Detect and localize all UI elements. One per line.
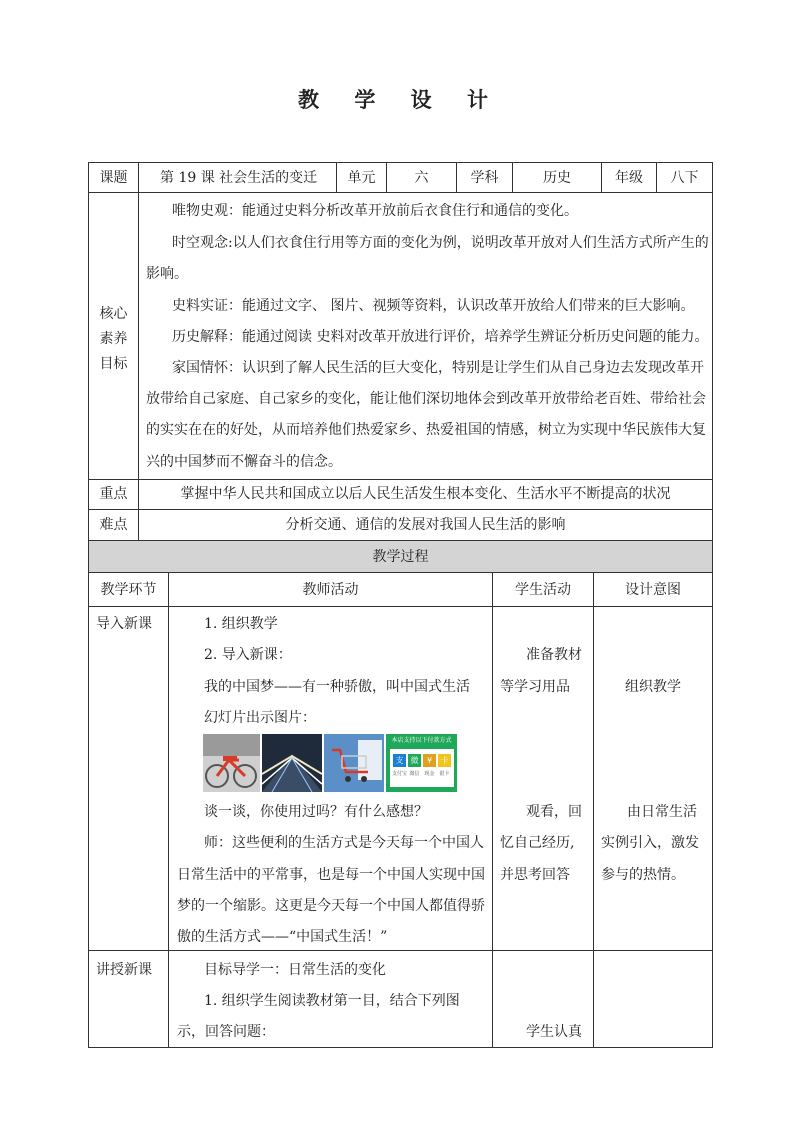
- lecture-stage: 讲授新课: [96, 962, 152, 978]
- difficulty-label: 难点: [99, 517, 128, 533]
- goals-label-1: 核心: [99, 306, 128, 322]
- intro-intent-cell: [593, 606, 713, 951]
- highspeed-rail-image: [262, 734, 322, 792]
- header-student: 学生活动: [515, 582, 571, 598]
- wechat-pay-icon: 微: [408, 754, 421, 767]
- document-title: 教 学 设 计: [298, 87, 502, 112]
- difficulty-text: 分析交通、通信的发展对我国人民生活的影响: [285, 517, 566, 533]
- cash-icon: ¥: [423, 754, 436, 767]
- pay-label: 银卡: [439, 771, 450, 777]
- grade-label: 年级: [615, 170, 643, 186]
- intro-student-line: 等学习用品: [500, 679, 570, 695]
- goals-label-2: 素养: [99, 331, 128, 347]
- intro-stage: 导入新课: [96, 616, 152, 632]
- intro-student-line: 观看，回: [526, 804, 582, 820]
- payment-banner: 本店支持以下付款方式: [391, 737, 452, 744]
- alipay-icon: 支: [393, 754, 406, 767]
- lecture-teacher-line: 1. 组织学生阅读教材第一目，结合下列图: [204, 993, 460, 1009]
- goal-line: 影响。: [146, 266, 188, 282]
- pay-label: 支付宝: [391, 771, 407, 777]
- key-point-label: 重点: [99, 486, 128, 502]
- process-heading: 教学过程: [372, 549, 429, 565]
- intro-intent-line: 由日常生活: [627, 804, 697, 820]
- header-intent: 设计意图: [625, 582, 681, 598]
- topic-value: 第 19 课 社会生活的变迁: [160, 170, 318, 186]
- intro-teacher-line: 2. 导入新课：: [204, 647, 292, 663]
- goal-line: 兴的中国梦而不懈奋斗的信念。: [146, 454, 342, 470]
- goal-line: 唯物史观：能通过史料分析改革开放前后衣食住行和通信的变化。: [172, 203, 578, 219]
- intro-intent-line: 参与的热情。: [601, 867, 685, 883]
- intro-intent-line: 实例引入，激发: [601, 835, 699, 851]
- lecture-intent-cell: [593, 950, 713, 1048]
- goals-label-3: 目标: [99, 356, 128, 372]
- intro-teacher-line: 师：这些便利的生活方式是今天每一个中国人: [204, 835, 484, 851]
- pay-label: 现金: [424, 771, 435, 777]
- header-stage: 教学环节: [100, 582, 157, 598]
- intro-teacher-line: 谈一谈，你使用过吗？有什么感想？: [204, 804, 428, 820]
- online-shopping-image: [324, 734, 384, 792]
- intro-teacher-line: 我的中国梦——有一种骄傲，叫中国式生活: [204, 679, 470, 695]
- unit-value: 六: [414, 170, 429, 186]
- payment-methods-image: [386, 734, 457, 792]
- unit-label: 单元: [347, 170, 376, 186]
- goal-line: 时空观念:以人们衣食住行用等方面的变化为例，说明改革开放对人们生活方式所产生的: [172, 235, 709, 251]
- goal-line: 放带给自己家庭、自己家乡的变化，能让他们深切地体会到改革开放带给老百姓、带给社会: [146, 391, 706, 407]
- goal-line: 史料实证：能通过文字、 图片、视频等资料，认识改革开放给人们带来的巨大影响。: [172, 298, 695, 314]
- lecture-teacher-line: 目标导学一：日常生活的变化: [204, 962, 386, 978]
- intro-teacher-line: 梦的一个缩影。这更是今天每一个中国人都值得骄: [177, 898, 485, 914]
- intro-student-line: 并思考回答: [500, 867, 570, 883]
- header-teacher: 教师活动: [302, 582, 359, 598]
- intro-teacher-line: 幻灯片出示图片：: [204, 710, 316, 726]
- goal-line: 历史解释：能通过阅读 史料对改革开放进行评价，培养学生辨证分析历史问题的能力。: [172, 329, 709, 345]
- intro-intent-line: 组织教学: [625, 679, 681, 695]
- key-point-text: 掌握中华人民共和国成立以后人民生活发生根本变化、生活水平不断提高的状况: [180, 486, 671, 502]
- intro-teacher-line: 日常生活中的平常事，也是每一个中国人实现中国: [177, 867, 485, 883]
- intro-student-line: 准备教材: [526, 647, 582, 663]
- intro-teacher-line: 傲的生活方式——“中国式生活！”: [177, 929, 388, 945]
- pay-label: 微信: [409, 771, 420, 777]
- shared-bike-image: [203, 734, 260, 792]
- intro-stage-cell: [88, 606, 169, 951]
- intro-student-line: 忆自己经历,: [500, 835, 575, 851]
- goal-line: 的实实在在的好处，从而培养他们热爱家乡、热爱祖国的情感，树立为实现中华民族伟大复: [146, 422, 706, 438]
- goal-line: 家国情怀：认识到了解人民生活的巨大变化，特别是让学生们从自己身边去发现改革开: [172, 360, 704, 376]
- intro-teacher-line: 1. 组织教学: [204, 616, 278, 632]
- lecture-teacher-line: 示，回答问题：: [177, 1024, 275, 1040]
- topic-label: 课题: [99, 170, 128, 186]
- grade-value: 八下: [670, 170, 699, 186]
- card-icon: 卡: [438, 754, 451, 767]
- subject-label: 学科: [470, 170, 499, 186]
- subject-value: 历史: [543, 170, 571, 186]
- lecture-student-line: 学生认真: [526, 1024, 582, 1040]
